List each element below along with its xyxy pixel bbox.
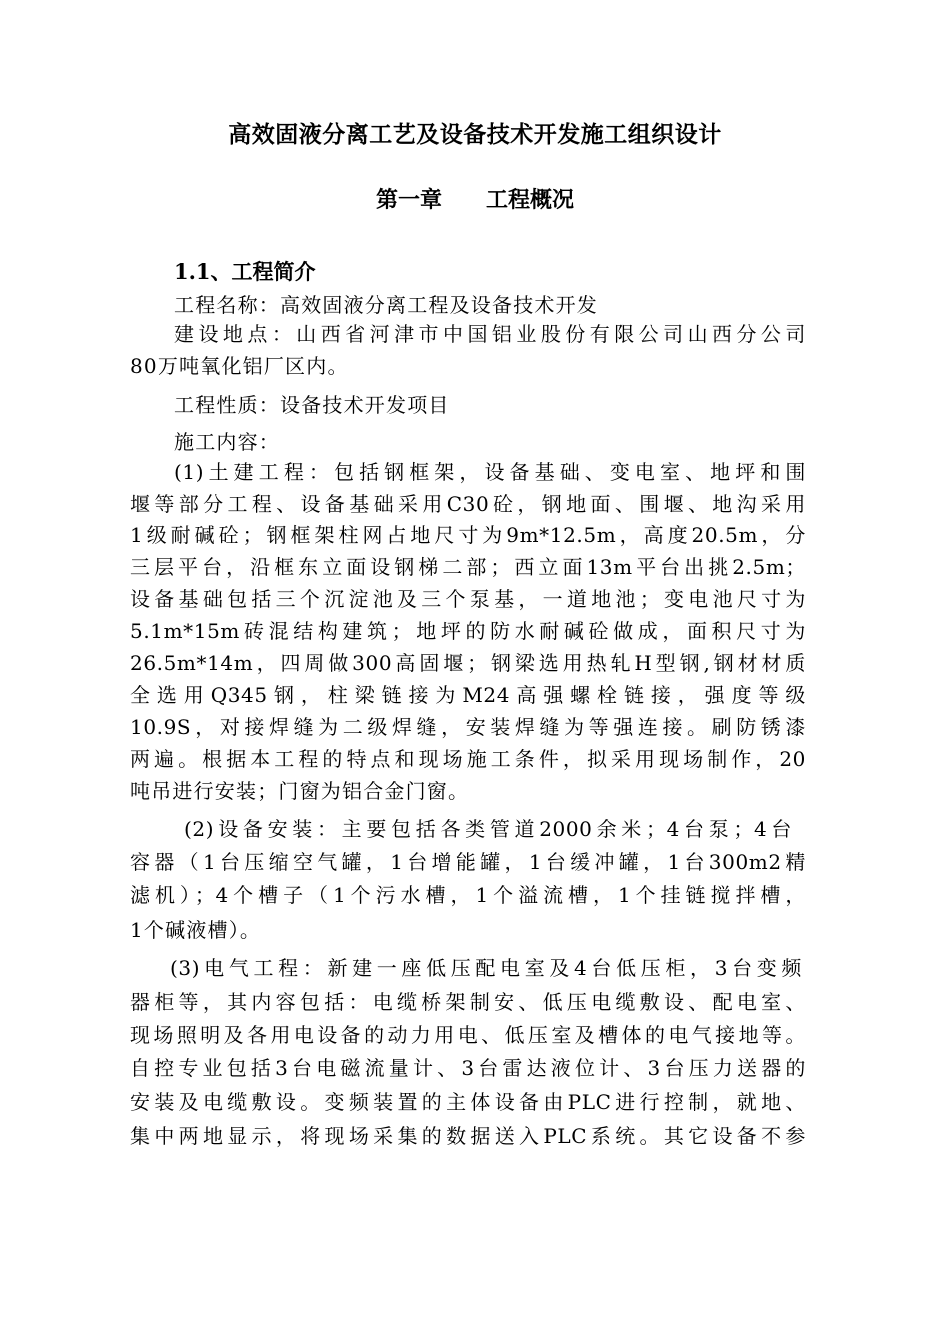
para1-line: 5.1m*15m砖混结构建筑；地坪的防水耐碱砼做成，面积尺寸为 [130, 619, 806, 643]
field-content-label: 施工内容： [174, 430, 280, 454]
chapter-heading [0, 183, 950, 214]
field-nature: 工程性质：设备技术开发项目 [174, 393, 450, 417]
field-location-line2: 80万吨氧化铝厂区内。 [130, 354, 349, 378]
para1-line: 26.5m*14m，四周做300高固堰；钢梁选用热轧H型钢,钢材材质 [130, 651, 806, 675]
para1-line: 10.9S，对接焊缝为二级焊缝，安装焊缝为等强连接。刷防锈漆 [130, 715, 806, 739]
document-title: 高效固液分离工艺及设备技术开发施工组织设计 [228, 121, 722, 148]
field-location-line1: 建设地点：山西省河津市中国铝业股份有限公司山西分公司 [174, 322, 806, 346]
chapter-number: 第一章 [375, 187, 442, 213]
chapter-name: 工程概况 [486, 187, 575, 213]
para3-line: 器柜等，其内容包括：电缆桥架制安、低压电缆敷设、配电室、 [130, 990, 806, 1014]
para1-line: 堰等部分工程、设备基础采用C30砼，钢地面、围堰、地沟采用 [130, 492, 806, 516]
para1-line: 设备基础包括三个沉淀池及三个泵基，一道地池；变电池尺寸为 [130, 587, 806, 611]
para1-line: (1)土建工程：包括钢框架，设备基础、变电室、地坪和围 [174, 460, 806, 484]
para1-line: 1级耐碱砼；钢框架柱网占地尺寸为9m*12.5m，高度20.5m，分 [130, 523, 806, 547]
para2-line: (2)设备安装：主要包括各类管道2000余米；4台泵；4台 [184, 817, 792, 841]
para3-line: 现场照明及各用电设备的动力用电、低压室及槽体的电气接地等。 [130, 1023, 806, 1047]
para2-line: 容器（1台压缩空气罐，1台增能罐，1台缓冲罐，1台300m2精 [130, 850, 806, 874]
para3-line: 安装及电缆敷设。变频装置的主体设备由PLC进行控制，就地、 [130, 1090, 806, 1114]
para3-line: 集中两地显示，将现场采集的数据送入PLC系统。其它设备不参 [130, 1124, 806, 1148]
para3-line: 自控专业包括3台电磁流量计、3台雷达液位计、3台压力送器的 [130, 1056, 806, 1080]
para1-line: 三层平台，沿框东立面设钢梯二部；西立面13m平台出挑2.5m； [130, 555, 806, 579]
para2-line: 1个碱液槽）。 [130, 918, 262, 942]
para1-line: 吨吊进行安装；门窗为铝合金门窗。 [130, 779, 470, 803]
para1-line: 两遍。根据本工程的特点和现场施工条件，拟采用现场制作，20 [130, 747, 806, 771]
para2-line: 滤机）；4个槽子（1个污水槽，1个溢流槽，1个挂链搅拌槽， [130, 883, 806, 907]
section-heading: 1.1、工程简介 [174, 259, 316, 284]
para3-line: (3)电气工程：新建一座低压配电室及4台低压柜，3台变频 [170, 956, 802, 980]
para1-line: 全选用Q345钢，柱梁链接为M24高强螺栓链接，强度等级 [130, 683, 806, 707]
field-project-name: 工程名称：高效固液分离工程及设备技术开发 [174, 293, 598, 317]
